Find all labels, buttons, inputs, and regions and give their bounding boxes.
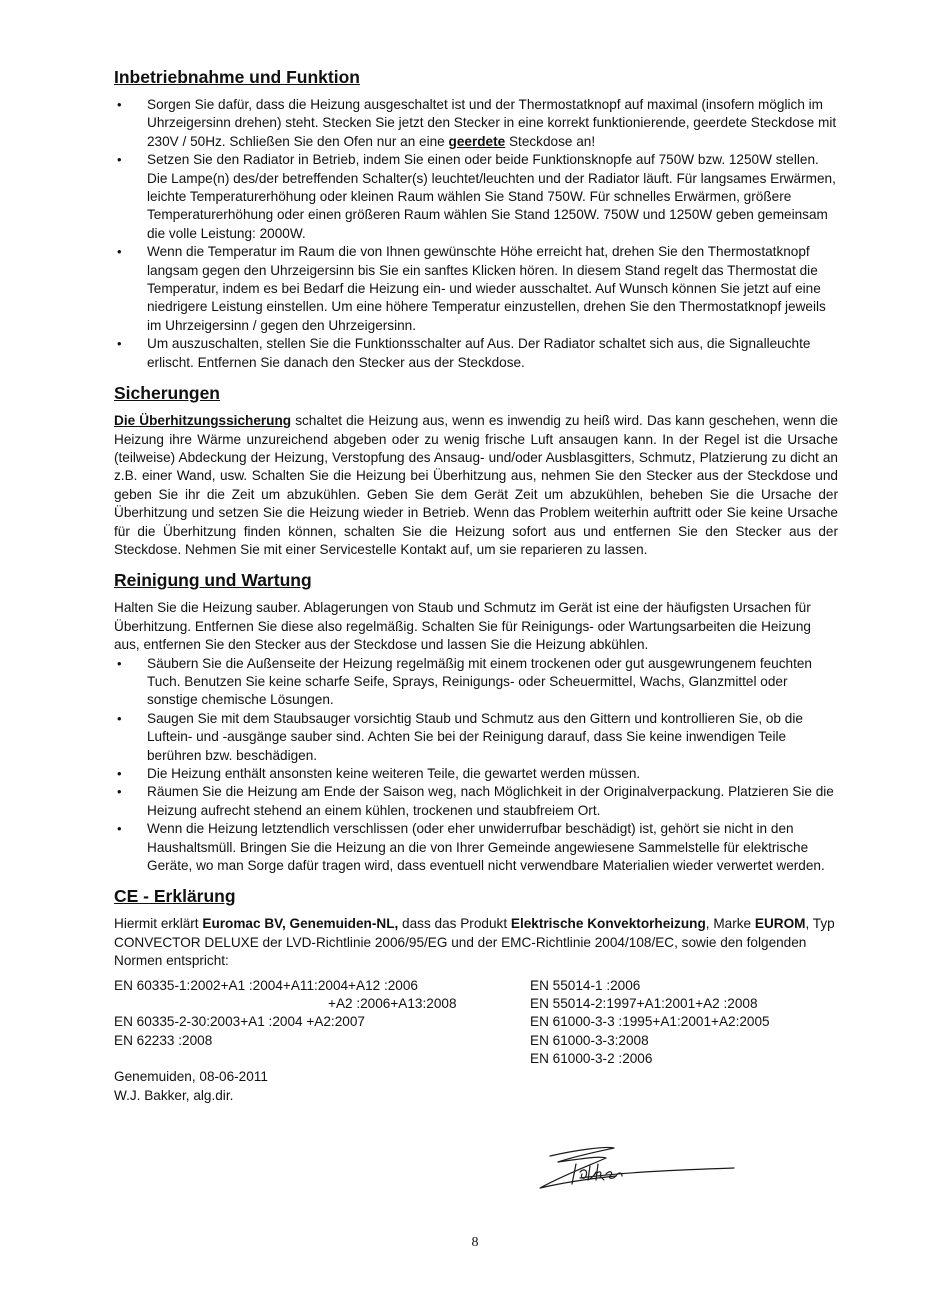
norms-right-column xyxy=(530,977,838,1105)
place-date: Genemuiden, 08-06-2011 xyxy=(114,1069,268,1085)
norm-entry: EN 61000-3-3:2008 xyxy=(530,1032,649,1048)
page-number: 8 xyxy=(471,1235,479,1250)
norms-table xyxy=(114,977,838,1105)
company-name: Euromac BV, Genemuiden-NL, xyxy=(202,916,399,932)
norm-entry: EN 60335-1:2002+A1 :2004+A11:2004+A12 :2006 xyxy=(114,977,418,993)
section-title-ce: CE - Erklärung xyxy=(114,886,236,907)
list-item: • Um auszuschalten, stellen Sie die Funktionsschalter auf Aus. Der Radiator schaltet sich aus, die Signalleuchte erlischt. Entfernen Sie danach den Stecker aus der Steckdose. xyxy=(114,335,838,372)
norm-entry: EN 55014-1 :2006 xyxy=(530,977,641,993)
norm-entry: EN 62233 :2008 xyxy=(114,1032,213,1048)
section-title-reinigung: Reinigung und Wartung xyxy=(114,570,312,591)
list-item: • Die Heizung enthält ansonsten keine weiteren Teile, die gewartet werden müssen. xyxy=(114,765,838,783)
list-item: • Räumen Sie die Heizung am Ende der Saison weg, nach Möglichkeit in der Originalverpackung. Platzieren Sie die Heizung aufrecht stehend an einem kühlen, trockenen und staubfreiem Ort. xyxy=(114,783,838,820)
norm-entry: +A2 :2006+A13:2008 xyxy=(328,996,457,1012)
list-item: • Sorgen Sie dafür, dass die Heizung ausgeschaltet ist und der Thermostatknopf auf maximal (insofern möglich im Uhrzeigersinn drehen) steht. Stecken Sie jetzt den Stecker in eine korrekt funktionierende, geerdete Steckdose mit 230V / 50Hz. Schließen Sie den Ofen nur an eine geerdete Steckdose an! xyxy=(114,96,838,151)
list-item: • Setzen Sie den Radiator in Betrieb, indem Sie einen oder beide Funktionsknopfe auf 750W bzw. 1250W stellen. Die Lampe(n) des/der betreffenden Schalter(s) leuchtet/leuchten und der Radiator läuft. Für langsames Erwärmen, leichte Temperaturerhöhung oder kleinen Raum wählen Sie Stand 750W. Für schnelles Erwärmen, größere Temperaturerhöhung oder einen größeren Raum wählen Sie Stand 1250W. 750W und 1250W geben gemeinsam die volle Leistung: 2000W. xyxy=(114,151,838,243)
handwritten-signature xyxy=(536,1142,736,1194)
bullet-list-reinigung xyxy=(114,655,838,876)
norm-entry: EN 61000-3-3 :1995+A1:2001+A2:2005 xyxy=(530,1014,770,1030)
list-item: • Wenn die Temperatur im Raum die von Ihnen gewünschte Höhe erreicht hat, drehen Sie den Thermostatknopf langsam gegen den Uhrzeigersinn bis Sie ein sanftes Klicken hören. In diesem Stand regelt das Thermostat die Temperatur, indem es bei Bedarf die Heizung ein- und wieder ausschaltet. Auf Wunsch können Sie jetzt auf eine niedrigere Leistung einstellen. Um eine höhere Temperatur einzustellen, drehen Sie den Thermostatknopf jeweils im Uhrzeigersinn / gegen den Uhrzeigersinn. xyxy=(114,243,838,335)
signer-name: W.J. Bakker, alg.dir. xyxy=(114,1087,234,1103)
emphasis-geerdete: geerdete xyxy=(448,133,506,149)
norm-entry: EN 60335-2-30:2003+A1 :2004 +A2:2007 xyxy=(114,1014,365,1030)
section-title-sicherungen: Sicherungen xyxy=(114,383,220,404)
emphasis-ueberhitzungssicherung: Die Überhitzungssicherung xyxy=(114,413,292,429)
paragraph-sicherungen: Die Überhitzungssicherung schaltet die Heizung aus, wenn es inwendig zu heiß wird. Das kann geschehen, wenn die Heizung ihre Wärme unzureichend abgeben oder zu wenig frische Luft ansaugen kann. In der Regel ist die Ursache (teilweise) Abdeckung der Heizung, Verstopfung des Ansaug- und/oder Ausblasgitters, Schmutz, Platzierung zu dicht an z.B. einer Wand, usw. Schalten Sie die Heizung bei Überhitzung aus, nehmen Sie den Stecker aus der Steckdose und geben Sie ihr die Zeit um abzukühlen. Geben Sie dem Gerät Zeit um abzukühlen, beheben Sie die Ursache der Überhitzung und setzen Sie die Heizung wieder in Betrieb. Wenn das Problem weiterhin auftritt oder Sie keine Ursache für die Überhitzung finden können, schalten Sie die Heizung sofort aus und entfernen Sie den Stecker aus der Steckdose. Nehmen Sie mit einer Servicestelle Kontakt auf, um sie reparieren zu lassen. xyxy=(114,413,838,557)
document-page xyxy=(114,66,838,1105)
norm-entry: EN 55014-2:1997+A1:2001+A2 :2008 xyxy=(530,996,758,1012)
product-name: Elektrische Konvektorheizung xyxy=(510,916,706,932)
paragraph-reinigung-intro: Halten Sie die Heizung sauber. Ablagerungen von Staub und Schmutz im Gerät ist eine der häufigsten Ursachen für Überhitzung. Entfernen Sie diese also regelmäßig. Schalten Sie für Reinigungs- oder Wartungsarbeiten die Heizung aus, entfernen Sie den Stecker aus der Steckdose und lassen Sie die Heizung abkühlen. xyxy=(114,600,811,653)
brand-name: EUROM xyxy=(754,916,806,932)
list-item: • Wenn die Heizung letztendlich verschlissen (oder eher unwiderrufbar beschädigt) ist, gehört sie nicht in den Haushaltsmüll. Bringen Sie die Heizung an die von Ihrer Gemeinde angewiesene Sammelstelle für elektrische Geräte, wo man Sorge dafür tragen wird, dass eventuell nicht verwendbare Materialien wieder verwertet werden. xyxy=(114,820,838,875)
paragraph-ce-declaration: Hiermit erklärt Euromac BV, Genemuiden-NL, dass das Produkt Elektrische Konvektorheizung, Marke EUROM, Typ CONVECTOR DELUXE der LVD-Richtlinie 2006/95/EG und der EMC-Richtlinie 2004/108/EC, sowie den folgenden Normen entspricht: xyxy=(114,916,835,969)
bullet-list-inbetriebnahme xyxy=(114,96,838,372)
list-item: • Saugen Sie mit dem Staubsauger vorsichtig Staub und Schmutz aus den Gittern und kontrollieren Sie, ob die Luftein- und -ausgänge sauber sind. Achten Sie bei der Reinigung darauf, dass Sie keine inwendigen Teile berühren bzw. beschädigen. xyxy=(114,710,838,765)
norms-left-column xyxy=(114,977,530,1105)
section-title-inbetriebnahme: Inbetriebnahme und Funktion xyxy=(114,67,360,87)
list-item: • Säubern Sie die Außenseite der Heizung regelmäßig mit einem trockenen oder gut ausgewrungenem feuchten Tuch. Benutzen Sie keine scharfe Seife, Sprays, Reinigungs- oder Scheuermittel, Wachs, Glanzmittel oder sonstige chemische Lösungen. xyxy=(114,655,838,710)
norm-entry: EN 61000-3-2 :2006 xyxy=(530,1051,653,1067)
